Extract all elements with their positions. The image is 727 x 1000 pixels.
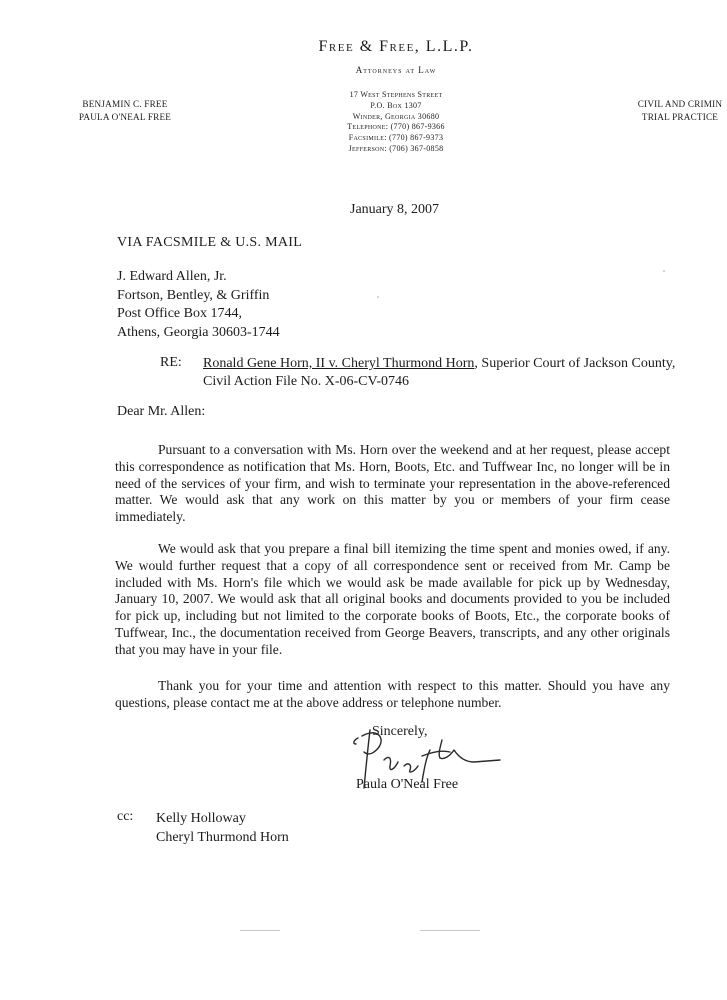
recipient-line: J. Edward Allen, Jr. [117, 269, 227, 284]
cc-label: cc: [117, 809, 134, 824]
case-name: Ronald Gene Horn, II v. Cheryl Thurmond Horn [203, 356, 475, 371]
cc-recipient: Cheryl Thurmond Horn [156, 830, 289, 845]
address-line: 17 West Stephens Street [349, 90, 443, 99]
recipient-address [117, 268, 280, 342]
scan-speck [240, 930, 280, 931]
recipient-line: Athens, Georgia 30603-1744 [117, 324, 280, 340]
practice-area: CIVIL AND CRIMIN [637, 99, 723, 109]
re-label: RE: [160, 355, 182, 370]
recipient-line: Post Office Box 1744, [117, 306, 242, 321]
cc-recipient: Kelly Holloway [156, 811, 246, 826]
recipient-line: Fortson, Bentley, & Griffin [117, 287, 270, 303]
jefferson-line: Jefferson: (706) 367-0858 [348, 143, 444, 153]
cc-list [156, 809, 289, 847]
practice-areas [600, 98, 727, 124]
case-details: , Superior Court of Jackson County, Civil Action File No. X-06-CV-0746 [203, 356, 676, 389]
practice-area: TRIAL PRACTICE [641, 112, 719, 122]
telephone-line: Telephone: (770) 867-9366 [347, 122, 445, 132]
salutation: Dear Mr. Allen: [117, 404, 206, 419]
facsimile-line: Facsimile: (770) 867-9373 [348, 133, 444, 143]
firm-name: Free & Free, L.L.P. [318, 38, 474, 55]
body-paragraph: Thank you for your time and attention with respect to this matter. Should you have any questions, please contact me at the above address or telephone number. [115, 678, 670, 710]
partner-name: BENJAMIN C. FREE [82, 99, 168, 109]
letter-date: January 8, 2007 [350, 202, 440, 217]
closing: Sincerely, [372, 724, 428, 739]
firm-subtitle: Attorneys at Law [355, 65, 437, 75]
body-paragraph: Pursuant to a conversation with Ms. Horn over the weekend and at her request, please accept this correspondence as notification that Ms. Horn, Boots, Etc. and Tuffwear Inc, no longer will be in need of the services of your firm, and wish to terminate your representation in the above-referenced matter. We would ask that any work on this matter by you or members of your firm cease immediately. [115, 442, 670, 525]
partner-name: PAULA O'NEAL FREE [78, 112, 172, 122]
address-line: Winder, Georgia 30680 [352, 111, 440, 121]
re-subject [203, 355, 703, 391]
scan-speck [377, 296, 379, 298]
body-paragraph: We would ask that you prepare a final bill itemizing the time spent and monies owed, if any. We would further request that a copy of all correspondence sent or received from Mr. Camp be included with Ms. Horn's file which we would ask be made available for pick up by Wednesday, January 10, 2007. We would ask that all original books and documents provided to you be included for pick up, including but not limited to the corporate books of Boots, Etc., the corporate books of Tuffwear, Inc., the documentation received from George Beavers, transcripts, and any other originals that you may have in your file. [115, 541, 670, 657]
partner-names [45, 98, 205, 124]
address-line: P.O. Box 1307 [370, 100, 422, 110]
delivery-method: VIA FACSMILE & U.S. MAIL [117, 235, 303, 250]
scan-speck [420, 930, 480, 931]
signer-name: Paula O'Neal Free [356, 777, 459, 792]
scan-speck [663, 270, 665, 272]
